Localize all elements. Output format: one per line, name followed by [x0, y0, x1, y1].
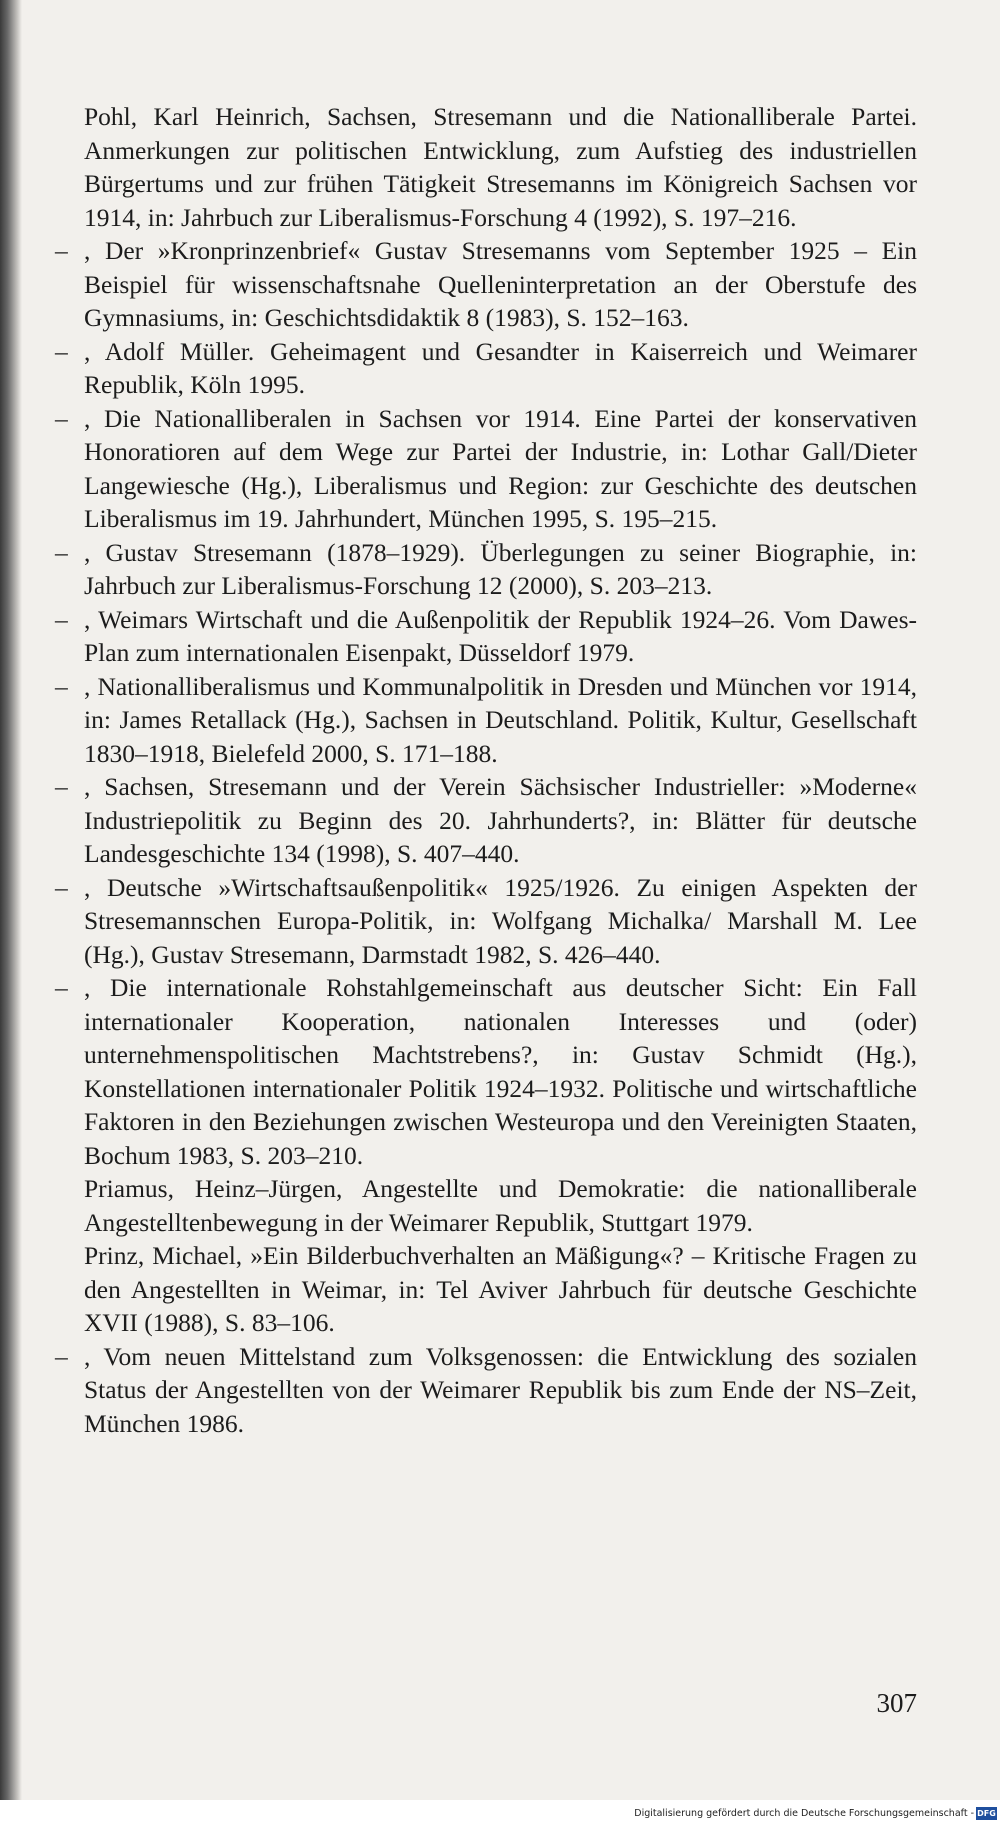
- bibliography-entry: [55, 100, 917, 234]
- bibliography-entry: [55, 971, 917, 1172]
- entry-text: , Deutsche »Wirtschaftsaußenpolitik« 1925/1926. Zu einigen Aspekten der Stresemannschen Europa-Politik, in: Wolfgang Michalka/ Marshall M. Lee (Hg.), Gustav Stresemann, Darmstadt 1982, S. 426–440.: [84, 872, 917, 969]
- bibliography-entry: [55, 234, 917, 335]
- funding-credit: Digitalisierung gefördert durch die Deutsche Forschungsgemeinschaft -: [634, 1808, 974, 1819]
- entry-text: , Nationalliberalismus und Kommunalpolitik in Dresden und München vor 1914, in: James Retallack (Hg.), Sachsen in Deutschland. Politik, Kultur, Gesellschaft 1830–1918, Bielefeld 2000, S. 171–188.: [84, 671, 917, 768]
- entry-text: Prinz, Michael, »Ein Bilderbuchverhalten an Mäßigung«? – Kritische Fragen zu den Angestellten in Weimar, in: Tel Aviver Jahrbuch für deutsche Geschichte XVII (1988), S. 83–106.: [84, 1241, 917, 1337]
- bibliography-entry: [55, 335, 917, 402]
- digitization-footer: [0, 1800, 1000, 1828]
- entry-dash: –: [55, 336, 68, 366]
- entry-text: , Vom neuen Mittelstand zum Volksgenossen: die Entwicklung des sozialen Status der Angestellten von der Weimarer Republik bis zum Ende der NS–Zeit, München 1986.: [84, 1341, 917, 1438]
- bibliography-entry: [55, 603, 917, 670]
- bibliography-list: [55, 100, 917, 1440]
- page-number: 307: [876, 1688, 917, 1718]
- entry-dash: –: [55, 236, 68, 265]
- entry-dash: –: [55, 671, 68, 701]
- bibliography-entry: [55, 536, 917, 603]
- entry-dash: –: [55, 1341, 68, 1371]
- bibliography-entry: [55, 1340, 917, 1441]
- entry-text: , Der »Kronprinzenbrief« Gustav Stresemanns vom September 1925 – Ein Beispiel für wissenschaftsnahe Quelleninterpretation an der Oberstufe des Gymnasiums, in: Geschichtsdidaktik 8 (1983), S. 152–163.: [84, 236, 917, 332]
- bibliography-entry: [55, 770, 917, 871]
- entry-dash: –: [55, 403, 68, 433]
- entry-dash: –: [55, 537, 68, 567]
- entry-text: Priamus, Heinz–Jürgen, Angestellte und Demokratie: die nationalliberale Angestelltenbewegung in der Weimarer Republik, Stuttgart 1979.: [84, 1174, 917, 1237]
- entry-dash: –: [55, 772, 68, 801]
- bibliography-entry: [55, 1172, 917, 1239]
- entry-text: , Sachsen, Stresemann und der Verein Sächsischer Industrieller: »Moderne« Industriepolitik zu Beginn des 20. Jahrhunderts?, in: Blätter für deutsche Landesgeschichte 134 (1998), S. 407–440.: [84, 772, 917, 868]
- entry-text: , Adolf Müller. Geheimagent und Gesandter in Kaiserreich und Weimarer Republik, Köln 1995.: [84, 336, 917, 399]
- bibliography-entry: [55, 670, 917, 771]
- entry-text: , Weimars Wirtschaft und die Außenpolitik der Republik 1924–26. Vom Dawes-Plan zum internationalen Eisenpakt, Düsseldorf 1979.: [84, 604, 917, 667]
- entry-dash: –: [55, 872, 68, 902]
- dfg-logo: DFG: [977, 1809, 996, 1818]
- entry-text: , Gustav Stresemann (1878–1929). Überlegungen zu seiner Biographie, in: Jahrbuch zur Liberalismus-Forschung 12 (2000), S. 203–213.: [84, 537, 917, 600]
- bibliography-entry: [55, 871, 917, 972]
- entry-dash: –: [55, 973, 68, 1002]
- bibliography-entry: [55, 402, 917, 536]
- bibliography-entry: [55, 1239, 917, 1340]
- entry-dash: –: [55, 604, 68, 634]
- entry-text: Pohl, Karl Heinrich, Sachsen, Stresemann und die Nationalliberale Partei. Anmerkungen zur politischen Entwicklung, zum Aufstieg des industriellen Bürgertums und zur frühen Tätigkeit Stresemanns im Königreich Sachsen vor 1914, in: Jahrbuch zur Liberalismus-Forschung 4 (1992), S. 197–216.: [84, 102, 917, 232]
- book-spine-shadow: [0, 0, 22, 1800]
- entry-text: , Die Nationalliberalen in Sachsen vor 1914. Eine Partei der konservativen Honoratioren auf dem Wege zur Partei der Industrie, in: Lothar Gall/Dieter Langewiesche (Hg.), Liberalismus und Region: zur Geschichte des deutschen Liberalismus im 19. Jahrhundert, München 1995, S. 195–215.: [84, 403, 917, 533]
- entry-text: , Die internationale Rohstahlgemeinschaft aus deutscher Sicht: Ein Fall internationaler Kooperation, nationalen Interesses und (oder) unternehmenspolitischen Machtstrebens?, in: Gustav Schmidt (Hg.), Konstellationen internationaler Politik 1924–1932. Politische und wirtschaftliche Faktoren in den Beziehungen zwischen Westeuropa und den Vereinigten Staaten, Bochum 1983, S. 203–210.: [84, 973, 917, 1170]
